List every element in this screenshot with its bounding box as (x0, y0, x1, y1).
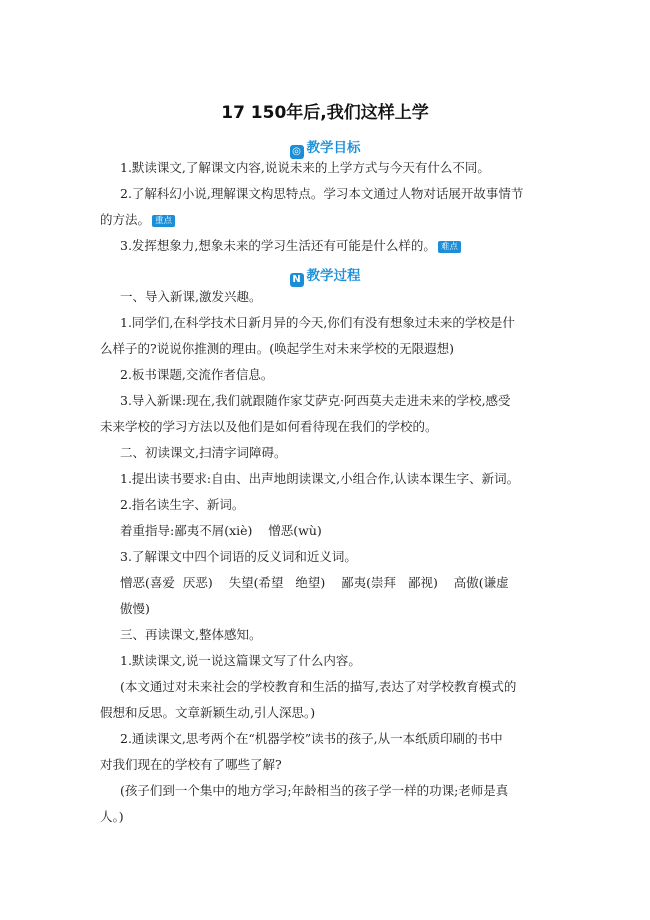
page-title: 17 150年后,我们这样上学 (221, 103, 429, 123)
goals-heading-text: 教学目标 (306, 140, 361, 156)
process-line: (本文通过对未来社会的学校教育和生活的描写,表达了对学校教育模式的 (120, 679, 517, 694)
process-line: 2.通读课文,思考两个在“机器学校”读书的孩子,从一本纸质印刷的书中 (120, 731, 503, 746)
process-line: 对我们现在的学校有了哪些了解? (100, 757, 282, 772)
process-line: 未来学校的学习方法以及他们是如何看待现在我们的学校的。 (100, 419, 438, 434)
process-line: 人。) (100, 809, 124, 824)
process-line: 3.了解课文中四个词语的反义词和近义词。 (120, 549, 357, 564)
process-line: 2.板书课题,交流作者信息。 (120, 367, 274, 382)
process-line: 憎恶(喜爱 厌恶) 失望(希望 绝望) 鄙夷(崇拜 鄙视) 高傲(谦虚 (120, 575, 509, 590)
key-point-tag: 重点 (152, 215, 175, 227)
process-line: 一、导入新课,激发兴趣。 (120, 289, 262, 304)
process-line: 假想和反思。文章新颖生动,引人深思。) (100, 705, 316, 720)
process-line: 么样子的?说说你推测的理由。(唤起学生对未来学校的无限遐想) (100, 341, 454, 356)
process-line: 三、再读课文,整体感知。 (120, 627, 262, 642)
process-line: (孩子们到一个集中的地方学习;年龄相当的孩子学一样的功课;老师是真 (120, 783, 509, 798)
process-icon: N (290, 273, 304, 287)
process-line: 着重指导:鄙夷不屑(xiè) 憎恶(wù) (120, 523, 322, 538)
process-line: 3.导入新课:现在,我们就跟随作家艾萨克·阿西莫夫走进未来的学校,感受 (120, 393, 511, 408)
goal-item: 2.了解科幻小说,理解课文构思特点。学习本文通过人物对话展开故事情节 (120, 186, 524, 201)
process-heading-text: 教学过程 (306, 268, 361, 284)
goal-item: 3.发挥想象力,想象未来的学习生活还有可能是什么样的。 难点 (120, 233, 570, 259)
process-line: 1.默读课文,说一说这篇课文写了什么内容。 (120, 653, 361, 668)
process-line: 1.同学们,在科学技术日新月异的今天,你们有没有想象过未来的学校是什 (120, 315, 515, 330)
process-line: 1.提出读书要求:自由、出声地朗读课文,小组合作,认读本课生字、新词。 (120, 471, 520, 486)
goal-item: 1.默读课文,了解课文内容,说说未来的上学方式与今天有什么不同。 (120, 160, 490, 175)
process-line: 2.指名读生字、新词。 (120, 497, 245, 512)
goal-item-continued: 的方法。 重点 (100, 207, 550, 233)
process-line: 傲慢) (120, 601, 150, 616)
process-line: 二、初读课文,扫清字词障碍。 (120, 445, 287, 460)
target-icon: ◎ (290, 145, 304, 159)
difficult-point-tag: 难点 (438, 241, 461, 253)
